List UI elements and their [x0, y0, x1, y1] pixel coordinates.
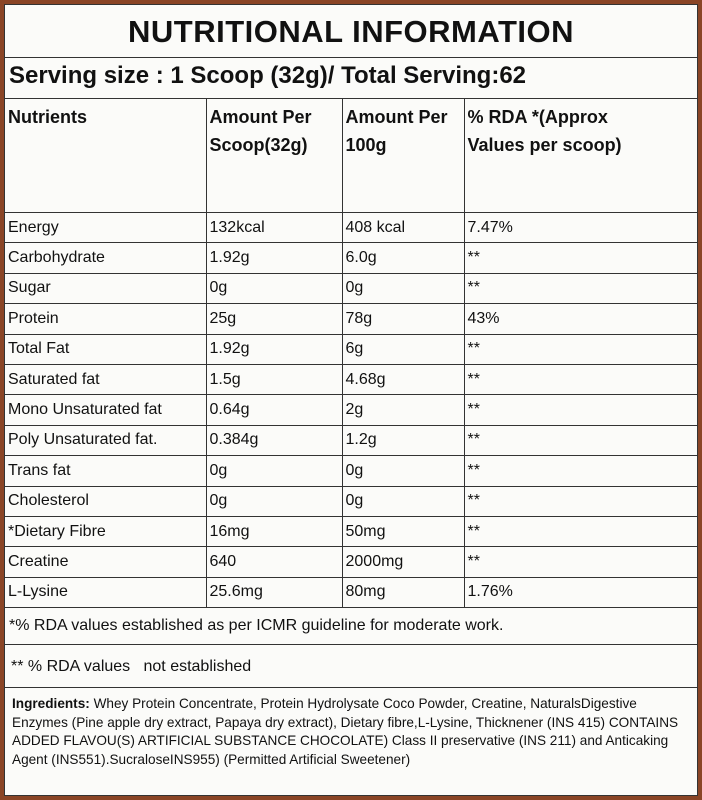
- table-row: [5, 243, 697, 273]
- amount-per-100g: 2g: [342, 395, 464, 425]
- nutrient-name: L-Lysine: [5, 577, 206, 607]
- amount-per-100g: 408 kcal: [342, 213, 464, 243]
- amount-per-100g: 6.0g: [342, 243, 464, 273]
- nutrient-name: *Dietary Fibre: [5, 516, 206, 546]
- amount-per-scoop: 640: [206, 547, 342, 577]
- amount-per-100g: 6g: [342, 334, 464, 364]
- amount-per-100g: 0g: [342, 456, 464, 486]
- nutrient-name: Energy: [5, 213, 206, 243]
- nutrient-name: Mono Unsaturated fat: [5, 395, 206, 425]
- amount-per-scoop: 0g: [206, 486, 342, 516]
- table-row: [5, 516, 697, 546]
- table-row: [5, 213, 697, 243]
- amount-per-100g: 1.2g: [342, 425, 464, 455]
- rda-value: **: [464, 273, 697, 303]
- amount-per-100g: 0g: [342, 273, 464, 303]
- nutrient-name: Carbohydrate: [5, 243, 206, 273]
- rda-value: **: [464, 243, 697, 273]
- rda-value: **: [464, 516, 697, 546]
- header-nutrients: Nutrients: [5, 99, 206, 213]
- rda-value: 7.47%: [464, 213, 697, 243]
- rda-value: **: [464, 456, 697, 486]
- table-row: [5, 425, 697, 455]
- amount-per-scoop: 132kcal: [206, 213, 342, 243]
- amount-per-100g: 0g: [342, 486, 464, 516]
- ingredients-list: Whey Protein Concentrate, Protein Hydrolysate Coco Powder, Creatine, NaturalsDigestive Enzymes (Pine apple dry extract, Papaya dry extract), Dietary fibre,L-Lysine, Thicknener (INS 415) CONTAINS ADDED FLAVOU(S) ARTIFICIAL SUBSTANCE CHOCOLATE) Class II preservative (INS 211) and Anticaking Agent (INS551).SucraloseINS955) (Permitted Artificial Sweetener): [12, 696, 679, 767]
- table-row: [5, 486, 697, 516]
- rda-value: **: [464, 547, 697, 577]
- amount-per-scoop: 0.64g: [206, 395, 342, 425]
- amount-per-100g: 2000mg: [342, 547, 464, 577]
- nutrition-panel: [4, 4, 698, 796]
- table-row: [5, 334, 697, 364]
- ingredients-text: [5, 688, 697, 769]
- rda-value: **: [464, 425, 697, 455]
- nutrient-name: Trans fat: [5, 456, 206, 486]
- rda-value: **: [464, 486, 697, 516]
- table-row: [5, 304, 697, 334]
- amount-per-scoop: 1.92g: [206, 243, 342, 273]
- rda-value: **: [464, 395, 697, 425]
- amount-per-100g: 78g: [342, 304, 464, 334]
- rda-value: **: [464, 364, 697, 394]
- ingredients-label: Ingredients:: [12, 696, 90, 712]
- table-row: [5, 364, 697, 394]
- header-rda: % RDA *(Approx Values per scoop): [464, 99, 697, 213]
- amount-per-scoop: 0g: [206, 273, 342, 303]
- amount-per-100g: 50mg: [342, 516, 464, 546]
- table-row: [5, 577, 697, 607]
- nutrient-name: Total Fat: [5, 334, 206, 364]
- table-row: [5, 395, 697, 425]
- header-amount-per-scoop: Amount Per Scoop(32g): [206, 99, 342, 213]
- amount-per-scoop: 25g: [206, 304, 342, 334]
- nutrition-table: [5, 99, 697, 608]
- nutrient-name: Sugar: [5, 273, 206, 303]
- panel-title: NUTRITIONAL INFORMATION: [5, 5, 697, 58]
- nutrient-name: Saturated fat: [5, 364, 206, 394]
- amount-per-100g: 80mg: [342, 577, 464, 607]
- table-header-row: [5, 99, 697, 213]
- nutrient-name: Protein: [5, 304, 206, 334]
- serving-size: Serving size : 1 Scoop (32g)/ Total Serving:62: [5, 58, 697, 99]
- header-amount-per-100g: Amount Per 100g: [342, 99, 464, 213]
- rda-value: 43%: [464, 304, 697, 334]
- nutrient-name: Creatine: [5, 547, 206, 577]
- table-row: [5, 456, 697, 486]
- table-row: [5, 273, 697, 303]
- nutrient-name: Poly Unsaturated fat.: [5, 425, 206, 455]
- amount-per-scoop: 25.6mg: [206, 577, 342, 607]
- amount-per-100g: 4.68g: [342, 364, 464, 394]
- amount-per-scoop: 0g: [206, 456, 342, 486]
- amount-per-scoop: 1.92g: [206, 334, 342, 364]
- footnote-rda-established: *% RDA values established as per ICMR guideline for moderate work.: [5, 608, 697, 645]
- amount-per-scoop: 0.384g: [206, 425, 342, 455]
- amount-per-scoop: 16mg: [206, 516, 342, 546]
- amount-per-scoop: 1.5g: [206, 364, 342, 394]
- rda-value: 1.76%: [464, 577, 697, 607]
- rda-value: **: [464, 334, 697, 364]
- table-row: [5, 547, 697, 577]
- footnote-rda-not-established: ** % RDA values not established: [5, 645, 697, 688]
- nutrient-name: Cholesterol: [5, 486, 206, 516]
